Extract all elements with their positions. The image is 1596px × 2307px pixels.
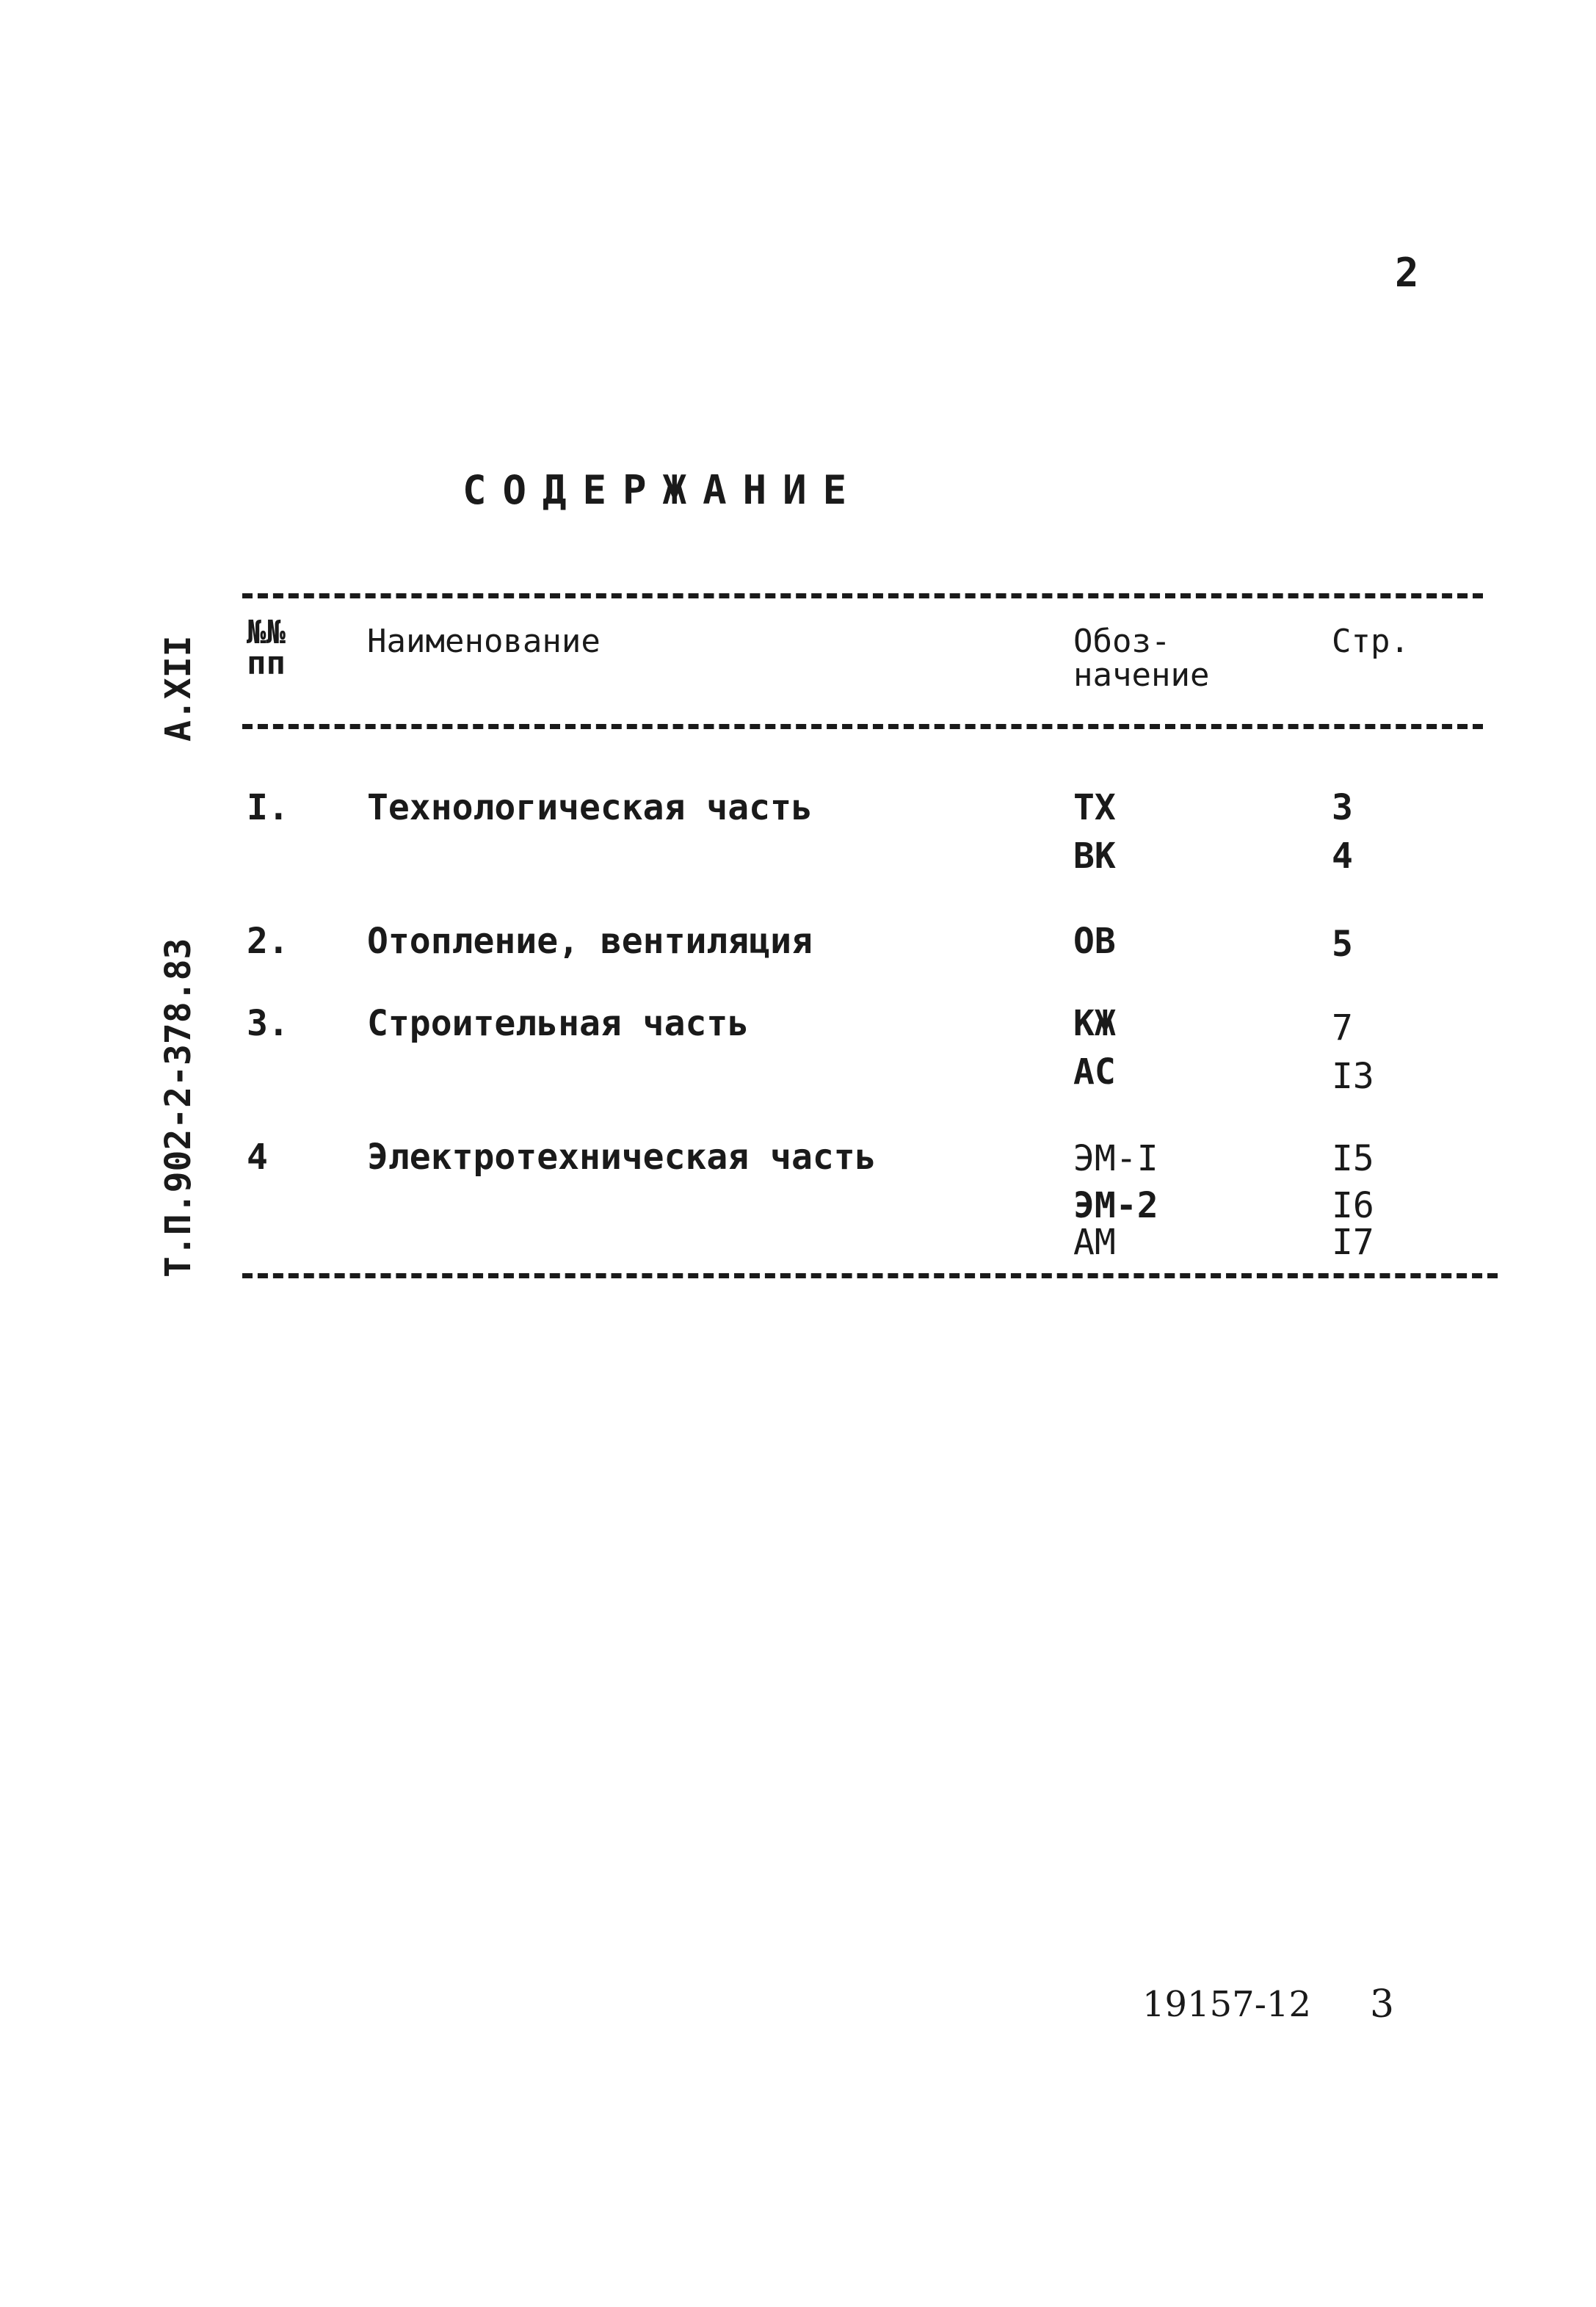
row-code: ТХ [1073,787,1116,828]
row-code: ЭМ-2 [1073,1185,1158,1226]
row-page: 7 [1332,1007,1353,1049]
row-name: Отопление, вентиляция [367,921,813,962]
header-designation-top: Обоз- [1073,623,1171,660]
row-number: 3. [247,1003,289,1044]
row-code: АМ [1073,1222,1116,1263]
row-code: ВК [1073,836,1116,877]
row-page: 3 [1332,787,1353,828]
header-page: Стр. [1332,623,1410,660]
table-top-rule [242,593,1483,598]
row-code: ОВ [1073,921,1116,962]
row-page: 5 [1332,924,1353,965]
row-code: ЭМ-I [1073,1138,1158,1179]
row-name: Технологическая часть [367,787,813,828]
table-bottom-rule [242,1273,1498,1278]
row-name: Электротехническая часть [367,1137,877,1178]
row-page: 4 [1332,836,1353,877]
row-page: I5 [1332,1138,1374,1179]
row-page: I6 [1332,1185,1374,1226]
series-label: А.XII [158,635,199,742]
row-code: КЖ [1073,1003,1116,1044]
row-page: I7 [1332,1222,1374,1263]
project-number-label: Т.П.902-2-378.83 [158,938,199,1278]
page-title: СОДЕРЖАНИЕ [463,467,863,513]
header-designation-bottom: начение [1073,656,1210,694]
header-name: Наименование [367,623,601,660]
sheet-number: 3 [1370,1982,1395,2027]
row-code: АС [1073,1051,1116,1093]
row-name: Строительная часть [367,1003,750,1044]
header-num-top: №№ [247,614,286,651]
row-number: I. [247,787,289,828]
page-number: 2 [1395,250,1419,296]
header-num-bottom: пп [247,645,286,682]
row-number: 2. [247,921,289,962]
row-page: I3 [1332,1056,1374,1097]
row-number: 4 [247,1137,268,1178]
table-header-rule [242,724,1483,729]
archive-code: 19157-12 [1142,1984,1311,2025]
